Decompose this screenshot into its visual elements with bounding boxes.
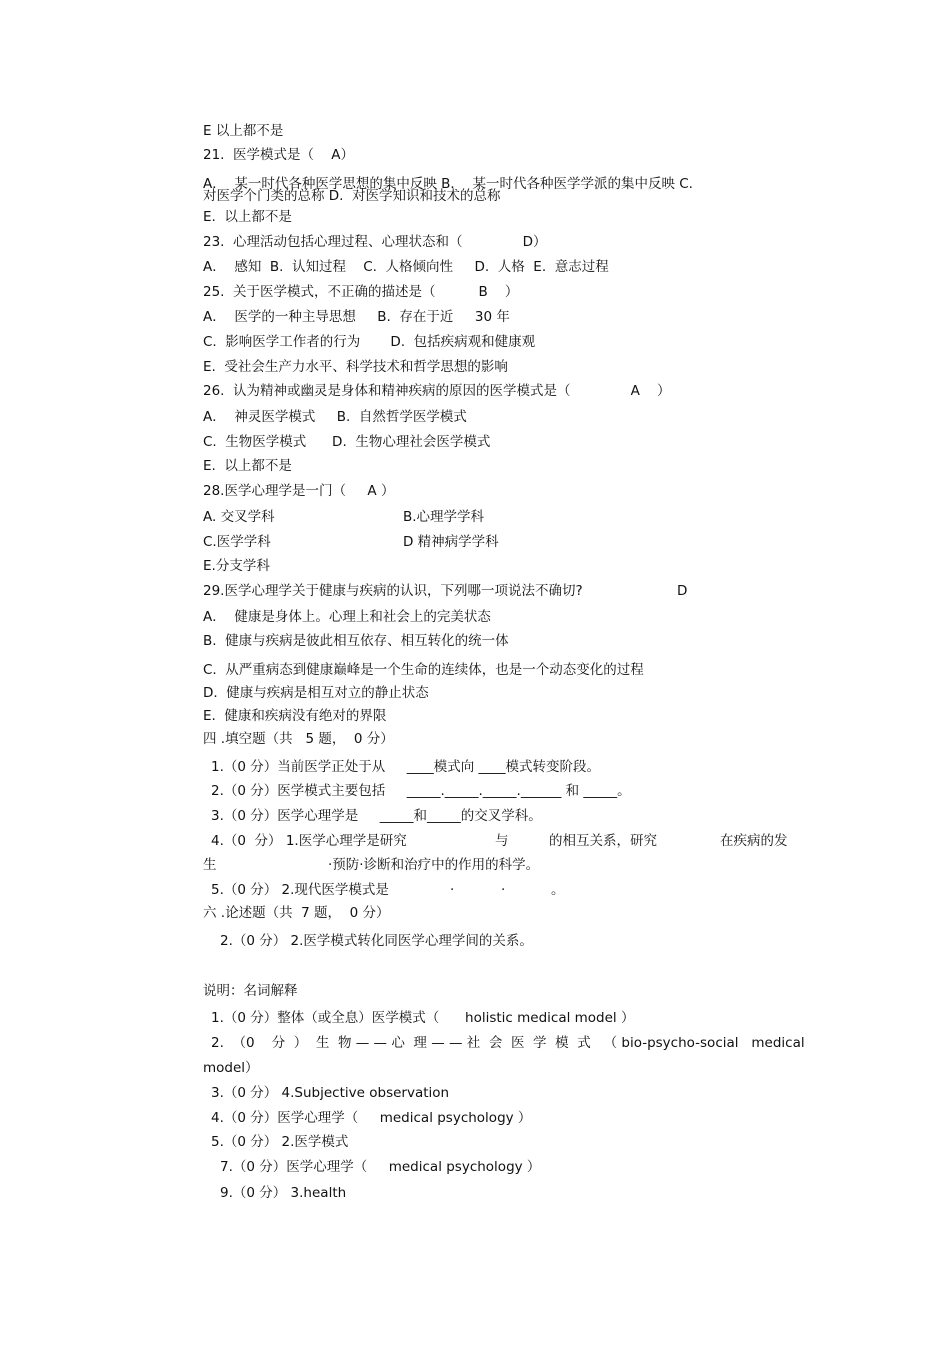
section-heading-terms: 说明：名词解释 bbox=[203, 983, 298, 999]
option-line: B. 健康与疾病是彼此相互依存、相互转化的统一体 bbox=[203, 633, 509, 649]
option-line: D. 健康与疾病是相互对立的静止状态 bbox=[203, 685, 429, 701]
essay-item: 2.（0 分） 2.医学模式转化同医学心理学间的关系。 bbox=[220, 933, 533, 949]
option-line: A． 某一时代各种医学思想的集中反映 B． 某一时代各种医学学派的集中反映 C. bbox=[203, 176, 693, 192]
option-line: E.分支学科 bbox=[203, 558, 270, 574]
option-line: 对医学个门类的总称 D. 对医学知识和技术的总称 bbox=[203, 188, 501, 204]
fill-in-item: 在疾病的发 bbox=[720, 833, 788, 849]
term-item: 3.（0 分） 4.Subjective observation bbox=[211, 1085, 450, 1101]
option-line: A． 神灵医学模式 B. 自然哲学医学模式 bbox=[203, 409, 467, 425]
option-line: E. 受社会生产力水平、科学技术和哲学思想的影响 bbox=[203, 359, 508, 375]
term-item: 4.（0 分）医学心理学（ medical psychology ） bbox=[211, 1110, 532, 1126]
fill-in-item: 3.（0 分）医学心理学是 _____和_____的交叉学科。 bbox=[211, 808, 542, 824]
option-line: A． 医学的一种主导思想 B. 存在于近 30 年 bbox=[203, 309, 510, 325]
fill-in-item: · bbox=[501, 882, 506, 898]
term-item: 7.（0 分）医学心理学（ medical psychology ） bbox=[220, 1159, 541, 1175]
option-line: C. 影响医学工作者的行为 D. 包括疾病观和健康观 bbox=[203, 334, 536, 350]
term-item: model） bbox=[203, 1060, 259, 1076]
fill-in-item: 与 bbox=[495, 833, 509, 849]
term-item: 1.（0 分）整体（或全息）医学模式（ holistic medical model ） bbox=[211, 1010, 635, 1026]
fill-in-item: 生 bbox=[203, 857, 217, 873]
fill-in-item: · bbox=[450, 882, 455, 898]
section-heading-essay: 六 .论述题（共 7 题， 0 分） bbox=[203, 905, 390, 921]
option-line: C. 生物医学模式 D. 生物心理社会医学模式 bbox=[203, 434, 491, 450]
fill-in-item: 2.（0 分）医学模式主要包括 _____._____._____.______ 和 _____。 bbox=[211, 783, 631, 799]
fill-in-item: 的相互关系，研究 bbox=[549, 833, 657, 849]
fill-in-item: 。 bbox=[551, 882, 565, 898]
fill-in-item: ·预防·诊断和治疗中的作用的科学。 bbox=[328, 857, 540, 873]
fill-in-item: 4.（0 分） 1.医学心理学是研究 bbox=[211, 833, 407, 849]
option-line: E 以上都不是 bbox=[203, 123, 284, 139]
question-26: 26. 认为精神或幽灵是身体和精神疾病的原因的医学模式是（ A ） bbox=[203, 383, 671, 399]
option-line: C.医学学科 bbox=[203, 534, 271, 550]
option-line: A． 感知 B. 认知过程 C. 人格倾向性 D. 人格 E. 意志过程 bbox=[203, 259, 609, 275]
question-28: 28.医学心理学是一门（ A ） bbox=[203, 483, 395, 499]
fill-in-item: 5.（0 分） 2.现代医学模式是 bbox=[211, 882, 389, 898]
option-line: E. 健康和疾病没有绝对的界限 bbox=[203, 708, 387, 724]
question-23: 23. 心理活动包括心理过程、心理状态和（ D） bbox=[203, 234, 547, 250]
question-29: 29.医学心理学关于健康与疾病的认识，下列哪一项说法不确切? bbox=[203, 583, 583, 599]
question-21: 21. 医学模式是（ A） bbox=[203, 147, 354, 163]
option-line: C. 从严重病态到健康巅峰是一个生命的连续体，也是一个动态变化的过程 bbox=[203, 662, 644, 678]
option-line: B.心理学学科 bbox=[403, 509, 485, 525]
option-line: E. 以上都不是 bbox=[203, 458, 292, 474]
option-line: E. 以上都不是 bbox=[203, 209, 292, 225]
term-item: 5.（0 分） 2.医学模式 bbox=[211, 1134, 349, 1150]
term-item: 2. （0 分 ） 生 物 — — 心 理 — — 社 会 医 学 模 式 （ bio-psycho-social medical bbox=[211, 1035, 805, 1051]
option-line: A． 健康是身体上。心理上和社会上的完美状态 bbox=[203, 609, 491, 625]
option-line: D 精神病学学科 bbox=[403, 534, 499, 550]
option-line: A. 交叉学科 bbox=[203, 509, 275, 525]
answer-label: D bbox=[677, 583, 688, 599]
section-heading-fill-in: 四 .填空题（共 5 题， 0 分） bbox=[203, 731, 394, 747]
fill-in-item: 1.（0 分）当前医学正处于从 ____模式向 ____模式转变阶段。 bbox=[211, 759, 601, 775]
term-item: 9.（0 分） 3.health bbox=[220, 1185, 347, 1201]
question-25: 25. 关于医学模式，不正确的描述是（ B ） bbox=[203, 284, 519, 300]
